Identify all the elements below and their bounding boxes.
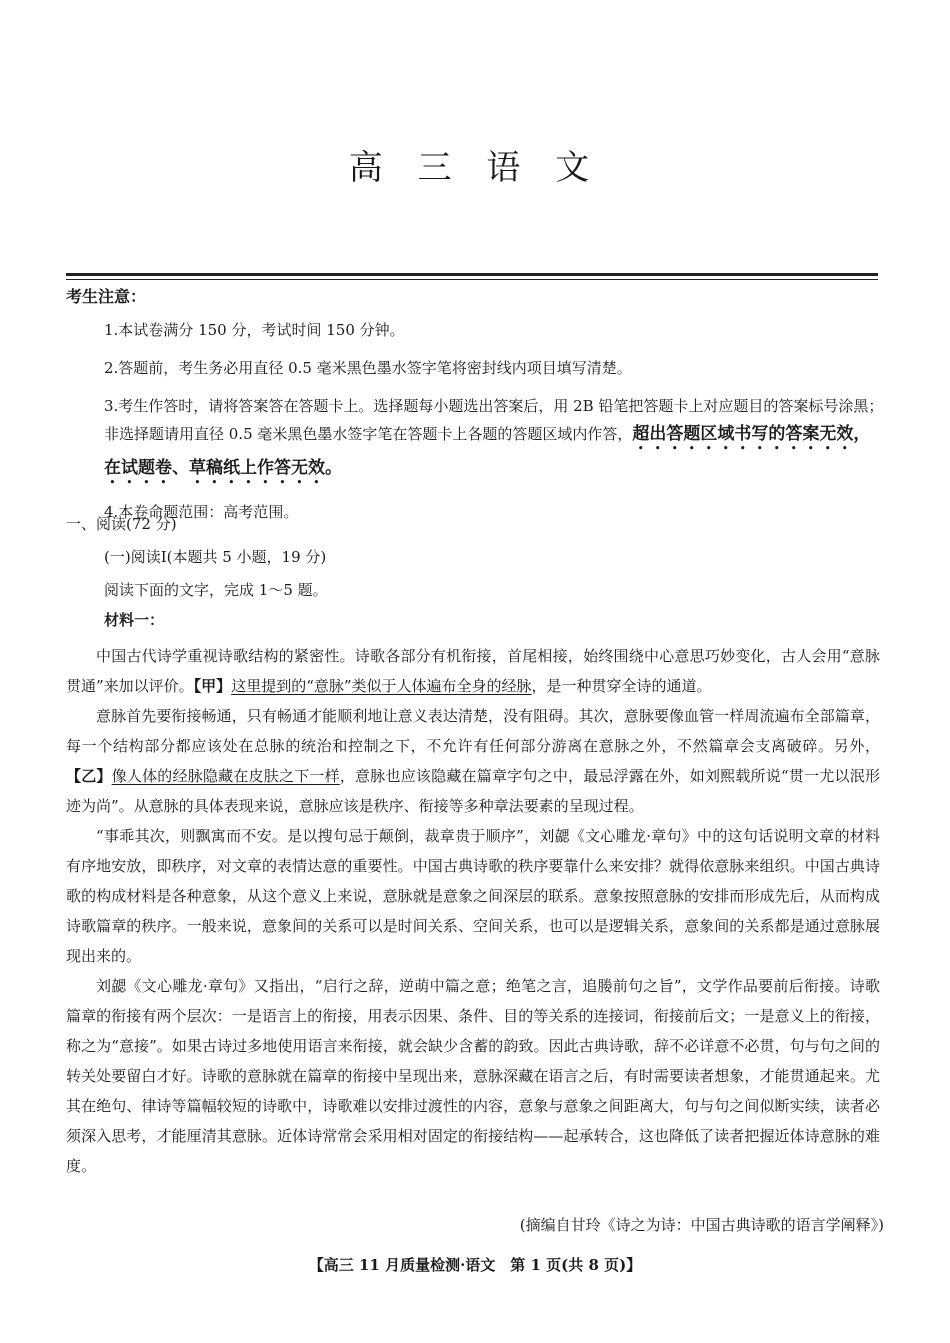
marker-jia: 【甲】 bbox=[193, 677, 232, 695]
paragraph-1-text-a: 中国古代诗学重视诗歌结构的紧密性。诗歌各部分有机衔接，首尾相接，始终围绕中心意思巧妙变化，古人会用“意脉贯通”来加以评价。 bbox=[66, 647, 880, 695]
notice-item-4: 4.本卷命题范围：高考范围。 bbox=[104, 503, 299, 521]
notice-item-3-emphasis: 超出答题区域书写的答案无效，在试题卷、草稿纸上作答无效。 bbox=[104, 424, 871, 478]
paragraph-3: “事乖其次，则飘寓而不安。是以搜句忌于颠倒，裁章贵于顺序”，刘勰《文心雕龙·章句》中的这句话说明文章的材料有序地安放，即秩序，对文章的表情达意的重要性。中国古典诗歌的秩序要靠什么来安排？就得依意脉来组织。中国古典诗歌的构成材料是各种意象，从这个意义上来说，意脉就是意象之间深层的联系。意象按照意脉的安排而形成先后，从而构成诗歌篇章的秩序。一般来说，意象间的关系可以是时间关系、空间关系，也可以是逻辑关系，意象间的关系都是通过意脉展现出来的。 bbox=[66, 827, 880, 965]
divider-thin bbox=[66, 279, 878, 280]
marker-yi: 【乙】 bbox=[66, 767, 112, 785]
underlined-sentence-jia: 这里提到的“意脉”类似于人体遍布全身的经脉 bbox=[231, 677, 532, 695]
paragraph-4: 刘勰《文心雕龙·章句》又指出，“启行之辞，逆萌中篇之意；绝笔之言，追媵前句之旨”，文学作品要前后衔接。诗歌篇章的衔接有两个层次：一是语言上的衔接，用表示因果、条件、目的等关系的连接词，衔接前后文；一是意义上的衔接，称之为“意接”。如果古诗过多地使用语言来衔接，就会缺少含蓄的韵致。因此古典诗歌，辞不必详意不必贯，句与句之间的转关处要留白才好。诗歌的意脉就在篇章的衔接中呈现出来，意脉深藏在语言之后，有时需要读者想象，才能贯通起来。尤其在绝句、律诗等篇幅较短的诗歌中，诗歌难以安排过渡性的内容，意象与意象之间距离大，句与句之间似断实续，读者必须深入思考，才能厘清其意脉。近体诗常常会采用相对固定的衔接结构——起承转合，这也降低了读者把握近体诗意脉的难度。 bbox=[66, 977, 880, 1175]
material-label: 材料一： bbox=[104, 611, 165, 629]
notice-heading: 考生注意： bbox=[66, 287, 147, 306]
paragraph-1 bbox=[66, 641, 880, 701]
source-citation: (摘编自甘玲《诗之为诗：中国古典诗歌的语言学阐释》) bbox=[519, 1216, 884, 1234]
paragraph-2-text-b: ，意脉也应该隐藏在篇章字句之中，最忌浮露在外，如刘熙载所说“贯一尤以泯形迹为尚”。从意脉的具体表现来说，意脉应该是秩序、衔接等多种章法要素的呈现过程。 bbox=[66, 767, 880, 815]
paragraph-1-text-b: ，是一种贯穿全诗的通道。 bbox=[531, 677, 712, 695]
notice-item-3 bbox=[104, 392, 884, 488]
subsection-heading: (一)阅读Ⅰ(本题共 5 小题，19 分) bbox=[104, 548, 327, 566]
reading-instruction: 阅读下面的文字，完成 1～5 题。 bbox=[104, 581, 328, 599]
notice-item-1: 1.本试卷满分 150 分，考试时间 150 分钟。 bbox=[104, 321, 405, 339]
paragraph-2-text-a: 意脉首先要衔接畅通，只有畅通才能顺利地让意义表达清楚，没有阻碍。其次，意脉要像血管一样周流遍布全部篇章，每一个结构部分都应该处在总脉的统治和控制之下，不允许有任何部分游离在意脉之外，不然篇章会支离破碎。另外， bbox=[66, 707, 880, 755]
notice-list bbox=[104, 316, 884, 536]
notice-item-2: 2.答题前，考生务必用直径 0.5 毫米黑色墨水签字笔将密封线内项目填写清楚。 bbox=[104, 359, 632, 377]
passage bbox=[66, 641, 880, 1181]
divider-thick bbox=[66, 273, 878, 276]
page-title: 高 三 语 文 bbox=[348, 148, 602, 188]
page-footer: 【高三 11 月质量检测·语文 第 1 页(共 8 页)】 bbox=[308, 1256, 642, 1274]
paragraph-2 bbox=[66, 701, 880, 821]
section-heading: 一、阅读(72 分) bbox=[66, 515, 177, 533]
underlined-sentence-yi: 像人体的经脉隐藏在皮肤之下一样 bbox=[111, 767, 340, 785]
notice-item-3-text: 3.考生作答时，请将答案答在答题卡上。选择题每小题选出答案后，用 2B 铅笔把答题卡上对应题目的答案标号涂黑；非选择题请用直径 0.5 毫米黑色墨水签字笔在答题卡上各题的答题区域内作答， bbox=[104, 397, 884, 443]
